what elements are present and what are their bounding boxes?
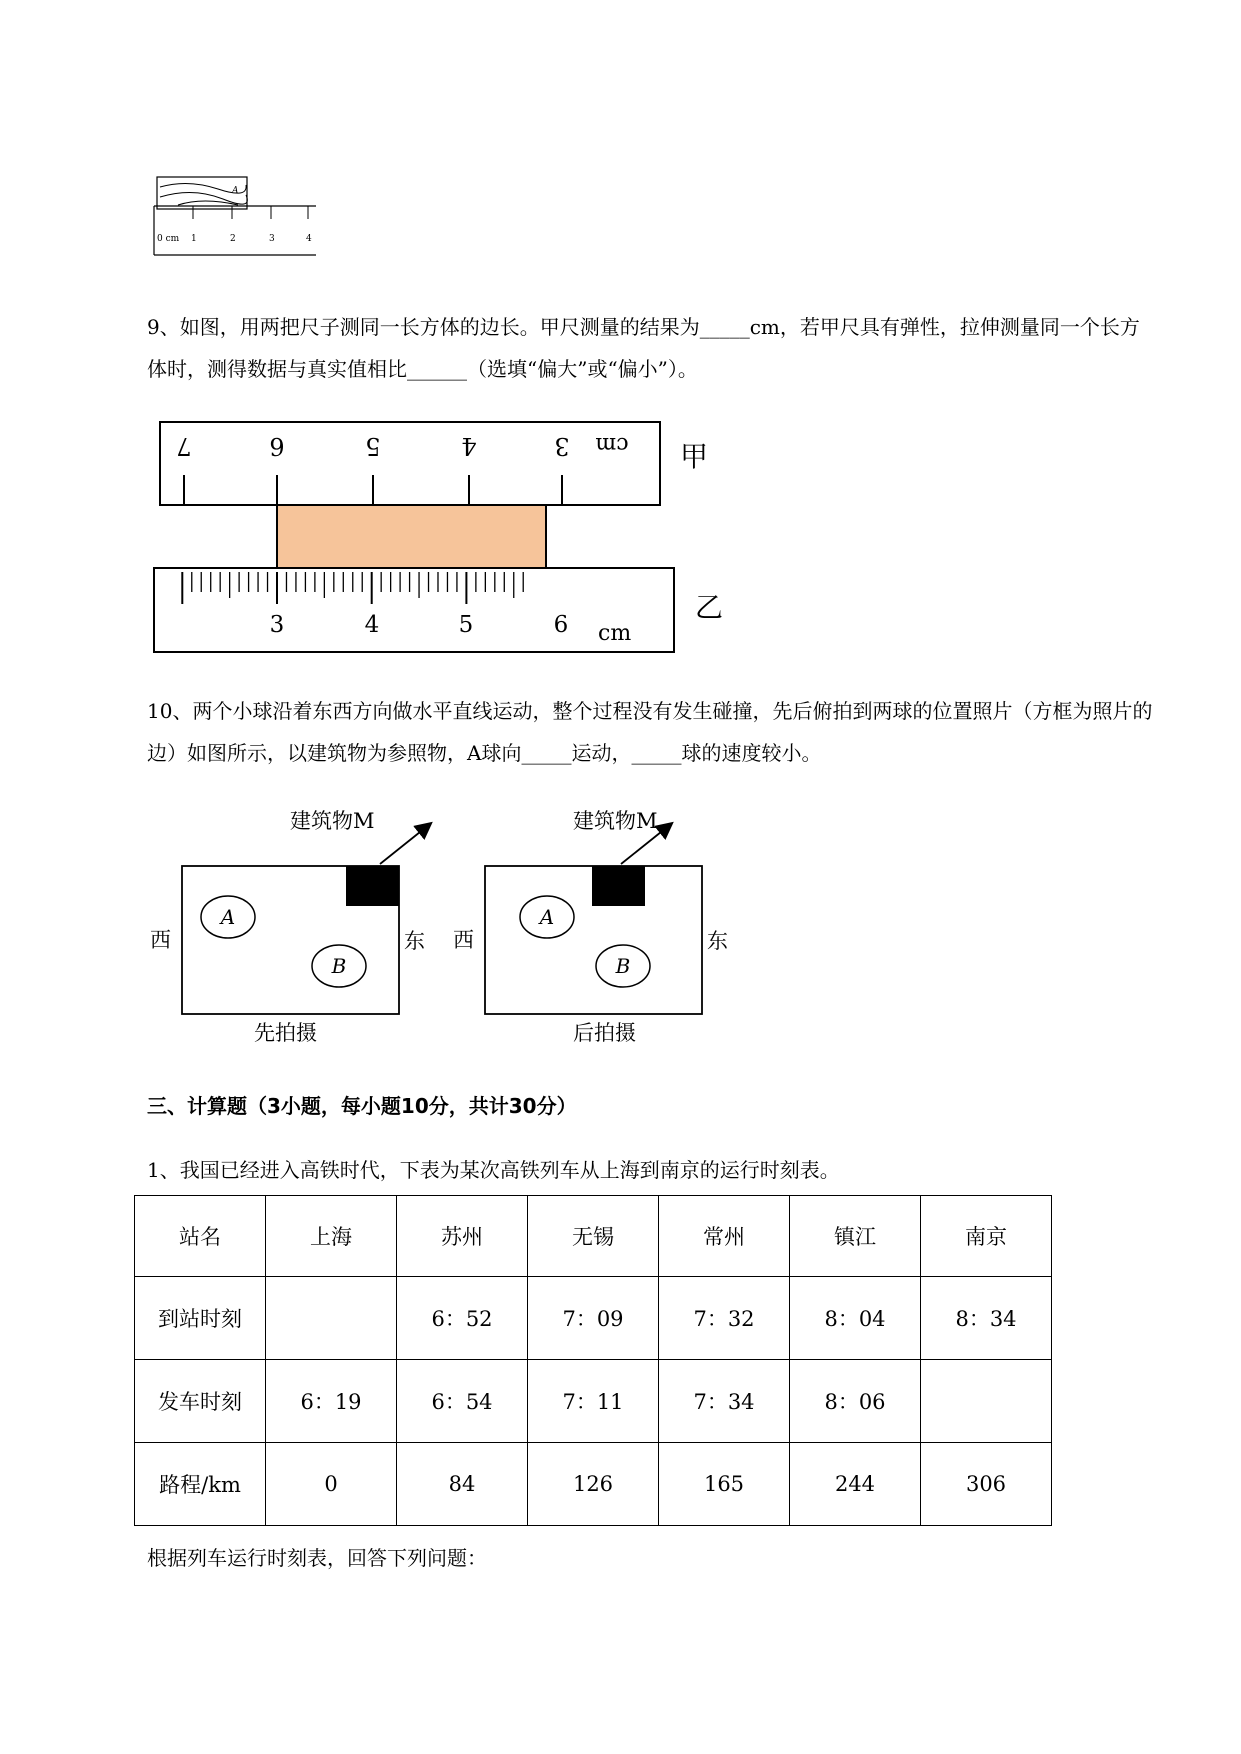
table-row bbox=[135, 1360, 1052, 1443]
west-label: 西 bbox=[453, 928, 474, 952]
photo-second bbox=[453, 809, 728, 1045]
rectangular-block bbox=[277, 505, 546, 568]
ruler-jia-number: 3 bbox=[554, 432, 570, 460]
photos-figure bbox=[140, 800, 760, 1060]
table-cell: 7：09 bbox=[528, 1277, 659, 1360]
small-ruler-tick-label: 1 bbox=[191, 234, 197, 244]
table-cell bbox=[921, 1360, 1052, 1443]
small-ruler-point: A bbox=[232, 186, 239, 196]
section-title: 三、计算题（3小题，每小题10分，共计30分） bbox=[147, 1094, 577, 1118]
table-cell: 6：54 bbox=[397, 1360, 528, 1443]
ruler-jia-unit: cm bbox=[595, 432, 629, 457]
table-cell: 南京 bbox=[921, 1196, 1052, 1277]
ruler-jia-label: 甲 bbox=[680, 440, 709, 473]
table-cell: 7：11 bbox=[528, 1360, 659, 1443]
table-cell: 6：19 bbox=[266, 1360, 397, 1443]
calc-question-1: 1、我国已经进入高铁时代，下表为某次高铁列车从上海到南京的运行时刻表。 bbox=[147, 1158, 840, 1182]
question-10: 10、两个小球沿着东西方向做水平直线运动，整个过程没有发生碰撞，先后俯拍到两球的位置照片（方框为照片的边）如图所示，以建筑物为参照物，A球向_____运动，_____球的速度较小。 bbox=[147, 699, 1153, 765]
ruler-yi-number: 3 bbox=[269, 612, 285, 638]
table-cell: 站名 bbox=[135, 1196, 266, 1277]
table-cell: 165 bbox=[659, 1443, 790, 1526]
table-cell: 发车时刻 bbox=[135, 1360, 266, 1443]
follow-up-prompt: 根据列车运行时刻表，回答下列问题： bbox=[147, 1546, 487, 1570]
table-row bbox=[135, 1196, 1052, 1277]
table-cell: 84 bbox=[397, 1443, 528, 1526]
photo-caption: 后拍摄 bbox=[573, 1021, 636, 1045]
ruler-jia-number: 5 bbox=[365, 432, 381, 460]
table-cell: 244 bbox=[790, 1443, 921, 1526]
west-label: 西 bbox=[150, 928, 171, 952]
table-row bbox=[135, 1443, 1052, 1526]
ruler-jia-number: 6 bbox=[269, 432, 285, 460]
ruler-jia-number: 4 bbox=[461, 432, 477, 460]
table-cell: 8：04 bbox=[790, 1277, 921, 1360]
building-block bbox=[592, 866, 645, 906]
table-cell bbox=[266, 1277, 397, 1360]
ball-a-label: A bbox=[220, 905, 236, 929]
table-row bbox=[135, 1277, 1052, 1360]
table-cell: 0 bbox=[266, 1443, 397, 1526]
ruler-yi-number: 4 bbox=[364, 612, 380, 638]
small-ruler-tick-label: 3 bbox=[269, 234, 275, 244]
building-block bbox=[346, 866, 399, 906]
small-ruler-figure bbox=[148, 175, 318, 260]
two-rulers-figure bbox=[150, 420, 740, 660]
small-ruler-unit: 0 cm bbox=[157, 234, 180, 244]
table-cell: 126 bbox=[528, 1443, 659, 1526]
table-cell: 306 bbox=[921, 1443, 1052, 1526]
table-cell: 常州 bbox=[659, 1196, 790, 1277]
ruler-jia-number: 7 bbox=[176, 432, 192, 460]
building-label: 建筑物M bbox=[290, 809, 375, 833]
ruler-jia bbox=[160, 422, 660, 505]
question-9: 9、如图，用两把尺子测同一长方体的边长。甲尺测量的结果为_____cm，若甲尺具有弹性，拉伸测量同一个长方体时，测得数据与真实值相比______（选填“偏大”或“偏小”）。 bbox=[147, 315, 1140, 381]
table-cell: 镇江 bbox=[790, 1196, 921, 1277]
ruler-yi bbox=[154, 568, 674, 652]
timetable bbox=[134, 1195, 1052, 1526]
east-label: 东 bbox=[707, 929, 728, 953]
table-cell: 6：52 bbox=[397, 1277, 528, 1360]
table-cell: 无锡 bbox=[528, 1196, 659, 1277]
ruler-yi-unit: cm bbox=[598, 621, 632, 646]
photo-first bbox=[150, 809, 430, 1045]
photo-caption: 先拍摄 bbox=[254, 1021, 317, 1045]
ball-b-label: B bbox=[615, 954, 631, 978]
small-ruler-tick-label: 2 bbox=[230, 234, 236, 244]
table-cell: 苏州 bbox=[397, 1196, 528, 1277]
east-label: 东 bbox=[404, 929, 425, 953]
ruler-yi-number: 5 bbox=[458, 612, 474, 638]
table-cell: 7：32 bbox=[659, 1277, 790, 1360]
table-cell: 8：06 bbox=[790, 1360, 921, 1443]
small-ruler-tick-label: 4 bbox=[306, 234, 312, 244]
ruler-yi-label: 乙 bbox=[695, 591, 724, 624]
table-cell: 路程/km bbox=[135, 1443, 266, 1526]
table-cell: 8：34 bbox=[921, 1277, 1052, 1360]
building-label: 建筑物M bbox=[573, 809, 658, 833]
table-cell: 7：34 bbox=[659, 1360, 790, 1443]
table-cell: 上海 bbox=[266, 1196, 397, 1277]
table-cell: 到站时刻 bbox=[135, 1277, 266, 1360]
ball-a-label: A bbox=[539, 905, 555, 929]
ruler-yi-number: 6 bbox=[553, 612, 569, 638]
ball-b-label: B bbox=[331, 954, 347, 978]
